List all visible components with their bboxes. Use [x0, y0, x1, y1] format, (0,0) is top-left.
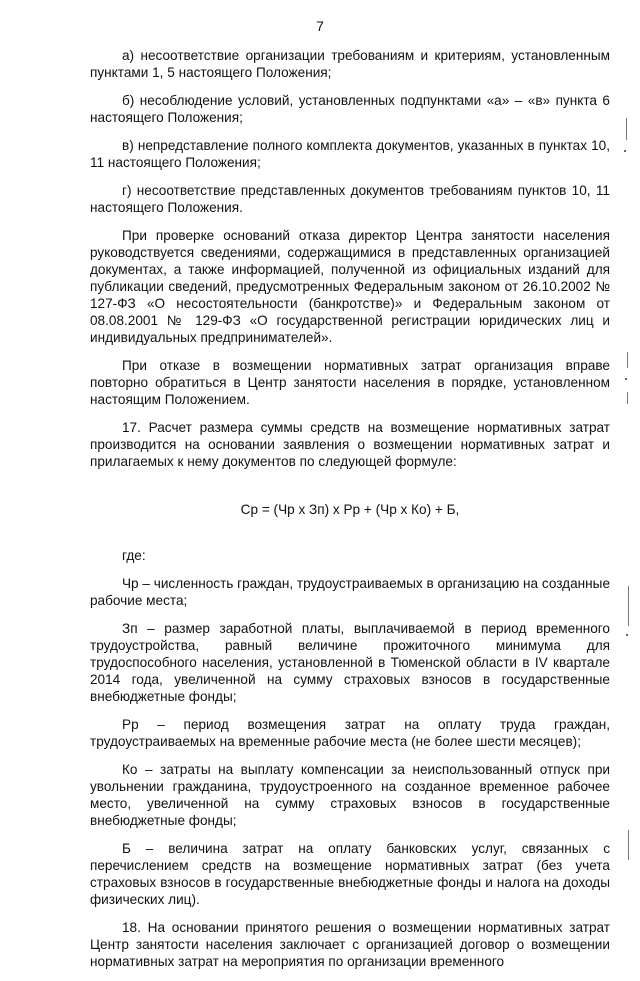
- scan-artifact: [626, 118, 627, 140]
- scan-artifact: [627, 392, 628, 404]
- scan-artifact: [628, 830, 629, 860]
- definition-ko: Ко – затраты на выплату компенсации за неиспользованный отпуск при увольнении гражданина, трудоустроенного на созданное временное рабочее место, увеличенной на сумму страховых взносов в государственные внебюджетные фонды;: [90, 762, 610, 828]
- paragraph-refusal-check: При проверке оснований отказа директор Центра занятости населения руководствуется сведениями, содержащимися в представленных организацией документах, а также информацией, полученной из официальных изданий для публикации сведений, предусмотренных Федеральным законом от 26.10.2002 № 127-ФЗ «О несостоятельности (банкротстве)» и Федеральным законом от 08.08.2001 № 129-ФЗ «О государственной регистрации юридических лиц и индивидуальных предпринимателей».: [90, 228, 610, 345]
- definition-rr: Рр – период возмещения затрат на оплату труда граждан, трудоустраиваемых на временные рабочие места (не более шести месяцев);: [90, 717, 610, 749]
- scan-artifact: [628, 586, 629, 626]
- definition-b: Б – величина затрат на оплату банковских услуг, связанных с перечислением средств на возмещение нормативных затрат (без учета страховых взносов в государственные внебюджетные фонды и налога на доходы физических лиц).: [90, 841, 610, 907]
- paragraph-g: г) несоответствие представленных документов требованиям пунктов 10, 11 настоящего Положения.: [90, 183, 610, 215]
- scan-artifact: [624, 150, 626, 152]
- document-body: [90, 47, 610, 981]
- where-label: где:: [122, 548, 146, 563]
- scan-artifact: [625, 378, 627, 380]
- scan-artifact: [626, 634, 628, 636]
- paragraph-17: 17. Расчет размера суммы средств на возмещение нормативных затрат производится на основании заявления о возмещении нормативных затрат и прилагаемых к нему документов по следующей формуле:: [90, 420, 610, 469]
- paragraph-a: а) несоответствие организации требованиям и критериям, установленным пунктами 1, 5 настоящего Положения;: [90, 48, 610, 80]
- paragraph-refusal-reapply: При отказе в возмещении нормативных затрат организация вправе повторно обратиться в Центр занятости населения в порядке, установленном настоящим Положением.: [90, 358, 610, 407]
- definition-chr: Чр – численность граждан, трудоустраиваемых в организацию на созданные рабочие места;: [90, 576, 611, 608]
- paragraph-v: в) непредставление полного комплекта документов, указанных в пунктах 10, 11 настоящего Положения;: [90, 138, 610, 170]
- scan-artifact: [627, 352, 628, 368]
- formula: Ср = (Чр х Зп) х Рр + (Чр х Ко) + Б,: [240, 502, 460, 517]
- paragraph-b: б) несоблюдение условий, установленных подпунктами «а» – «в» пункта 6 настоящего Положения;: [90, 93, 610, 125]
- paragraph-18: 18. На основании принятого решения о возмещении нормативных затрат Центр занятости населения заключает с организацией договор о возмещении нормативных затрат на мероприятия по организации временного: [90, 920, 610, 969]
- page-number: 7: [316, 18, 324, 34]
- definition-zp: Зп – размер заработной платы, выплачиваемой в период временного трудоустройства, равный величине прожиточного минимума для трудоспособного населения, установленной в Тюменской области в IV квартале 2014 года, увеличенной на сумму страховых взносов в государственные внебюджетные фонды;: [90, 621, 610, 704]
